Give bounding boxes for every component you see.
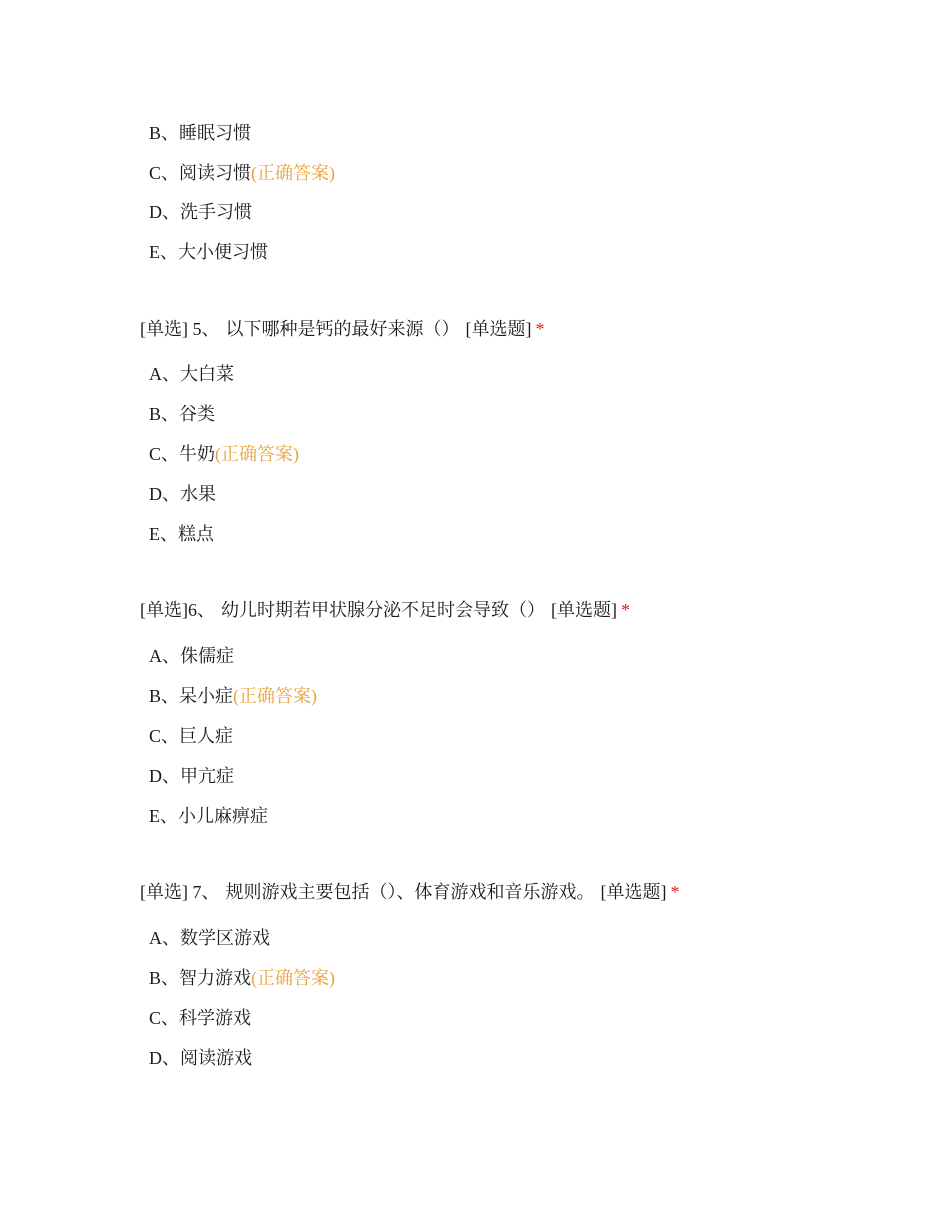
option-text: E、大小便习惯 bbox=[149, 242, 268, 262]
option-item bbox=[149, 161, 335, 185]
option-item bbox=[149, 804, 268, 828]
option-item bbox=[149, 482, 216, 506]
option-item bbox=[149, 200, 252, 224]
question-type-label: [单选题] bbox=[551, 600, 617, 620]
required-marker: * bbox=[535, 319, 545, 339]
option-item bbox=[149, 442, 299, 466]
option-text: B、谷类 bbox=[149, 404, 216, 424]
option-text: D、甲亢症 bbox=[149, 766, 234, 786]
question-title bbox=[140, 317, 545, 341]
option-item bbox=[149, 724, 233, 748]
correct-answer-marker: (正确答案) bbox=[251, 968, 336, 988]
question-type-label: [单选题] bbox=[465, 319, 532, 339]
option-item bbox=[149, 240, 268, 264]
option-item bbox=[149, 926, 270, 950]
question-stem: 规则游戏主要包括（）、体育游戏和音乐游戏。 bbox=[225, 882, 595, 902]
option-text: C、巨人症 bbox=[149, 726, 234, 746]
option-text: D、水果 bbox=[149, 484, 216, 504]
option-text: C、科学游戏 bbox=[149, 1008, 252, 1028]
option-text: B、呆小症 bbox=[149, 686, 234, 706]
question-stem: 以下哪种是钙的最好来源（） bbox=[225, 319, 460, 339]
option-item bbox=[149, 402, 215, 426]
option-text: D、阅读游戏 bbox=[149, 1048, 252, 1068]
correct-answer-marker: (正确答案) bbox=[251, 163, 336, 183]
option-item bbox=[149, 644, 234, 668]
option-text: C、牛奶 bbox=[149, 444, 216, 464]
option-text: B、智力游戏 bbox=[149, 968, 252, 988]
option-text: A、侏儒症 bbox=[149, 646, 234, 666]
option-item bbox=[149, 522, 214, 546]
required-marker: * bbox=[670, 882, 680, 902]
question-title bbox=[140, 880, 680, 904]
correct-answer-marker: (正确答案) bbox=[233, 686, 318, 706]
option-text: E、小儿麻痹症 bbox=[149, 806, 268, 826]
option-item bbox=[149, 362, 234, 386]
option-text: B、睡眠习惯 bbox=[149, 123, 252, 143]
correct-answer-marker: (正确答案) bbox=[215, 444, 300, 464]
option-item bbox=[149, 1046, 252, 1070]
question-prefix: [单选] 7、 bbox=[140, 882, 220, 902]
option-item bbox=[149, 764, 234, 788]
question-prefix: [单选] 5、 bbox=[140, 319, 220, 339]
option-item bbox=[149, 121, 251, 145]
option-text: E、糕点 bbox=[149, 524, 214, 544]
question-prefix: [单选]6、 bbox=[140, 600, 215, 620]
option-text: A、数学区游戏 bbox=[149, 928, 270, 948]
required-marker: * bbox=[621, 600, 630, 620]
option-item bbox=[149, 1006, 251, 1030]
option-item bbox=[149, 966, 335, 990]
question-title bbox=[140, 598, 630, 622]
question-stem: 幼儿时期若甲状腺分泌不足时会导致（） bbox=[221, 600, 545, 620]
option-text: C、阅读习惯 bbox=[149, 163, 252, 183]
option-item bbox=[149, 684, 317, 708]
question-type-label: [单选题] bbox=[600, 882, 667, 902]
option-text: A、大白菜 bbox=[149, 364, 234, 384]
option-text: D、洗手习惯 bbox=[149, 202, 252, 222]
